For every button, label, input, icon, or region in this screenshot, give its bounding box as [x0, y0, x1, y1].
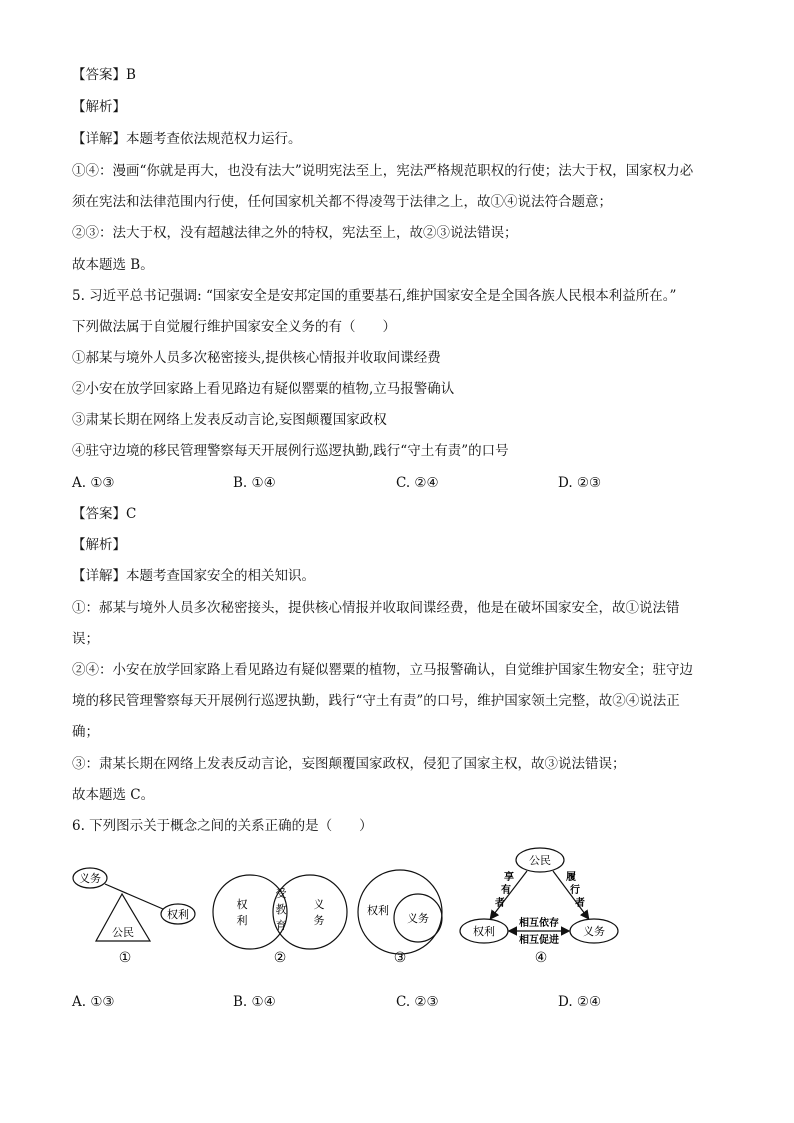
- q5-option-c: C. ②④: [396, 475, 439, 491]
- q5-stem-line1: 5. 习近平总书记强调: “国家安全是安邦定国的重要基石,维护国家安全是全国各族人民根本利益所在。”: [72, 288, 677, 304]
- q5-expl-2-line2: 境的移民管理警察每天开展例行巡逻执勤，践行“守土有责”的口号，维护国家领土完整，故②④说法正: [72, 693, 680, 709]
- q5-expl-1-line2: 误；: [72, 631, 99, 647]
- diagram3-right-label: 权利: [367, 904, 389, 917]
- q5-detail: 【详解】本题考查国家安全的相关知识。: [72, 568, 315, 584]
- diagram4-enjoy-char3: 者: [495, 898, 505, 909]
- diagram2-edu-char2: 教: [275, 903, 287, 916]
- diagram1-duty-label: 义务: [79, 872, 101, 885]
- diagram4-perform-char3: 者: [575, 898, 585, 909]
- q5-stem-line2: 下列做法属于自觉履行维护国家安全义务的有（ ）: [72, 319, 396, 335]
- q5-conclusion: 故本题选 C。: [72, 787, 155, 803]
- diagram-2-venn: [213, 875, 347, 966]
- diagram-4-relations: [460, 848, 618, 966]
- q5-expl-2-line1: ②④：小安在放学回家路上看见路边有疑似罂粟的植物，立马报警确认，自觉维护国家生物安全；驻守边: [72, 662, 693, 678]
- q6-option-a: A. ①③: [72, 994, 115, 1010]
- q4-analysis-label: 【解析】: [72, 99, 126, 115]
- diagram2-duty-char1: 义: [313, 898, 325, 911]
- q5-item-1: ①郝某与境外人员多次秘密接头,提供核心情报并收取间谍经费: [72, 350, 441, 366]
- q6-option-b: B. ①④: [233, 994, 276, 1010]
- q6-diagrams: [0, 840, 794, 970]
- q5-analysis-label: 【解析】: [72, 537, 126, 553]
- diagram3-duty-label: 义务: [407, 912, 429, 925]
- q5-item-3: ③肃某长期在网络上发表反动言论,妄图颠覆国家政权: [72, 412, 387, 428]
- q5-option-a: A. ①③: [72, 475, 115, 491]
- q4-detail: 【详解】本题考查依法规范权力运行。: [72, 131, 302, 147]
- q6-option-c: C. ②③: [396, 994, 439, 1010]
- diagram4-duty-label: 义务: [583, 925, 605, 938]
- diagram2-edu-char3: 育: [275, 919, 287, 932]
- diagram2-edu-char1: 受: [275, 887, 287, 900]
- q6-stem: 6. 下列图示关于概念之间的关系正确的是（ ）: [72, 818, 373, 834]
- diagram2-right-char2: 利: [236, 914, 248, 927]
- q5-expl-3: ③：肃某长期在网络上发表反动言论，妄图颠覆国家政权，侵犯了国家主权，故③说法错误；: [72, 756, 626, 772]
- diagram4-mutual-label2: 相互促进: [519, 935, 559, 946]
- q4-para1-line2: 须在宪法和法律范围内行使，任何国家机关都不得凌驾于法律之上，故①④说法符合题意；: [72, 194, 612, 210]
- q5-expl-1-line1: ①：郝某与境外人员多次秘密接头，提供核心情报并收取间谍经费，他是在破坏国家安全，故①说法错: [72, 600, 680, 616]
- diagram4-mutual-label1: 相互依存: [519, 918, 559, 929]
- q4-answer: 【答案】B: [72, 67, 136, 83]
- q6-option-d: D. ②④: [558, 994, 602, 1010]
- diagram4-enjoy-char2: 有: [501, 885, 511, 896]
- diagram1-right-label: 权利: [167, 908, 189, 921]
- diagram4-citizen-label: 公民: [529, 854, 551, 867]
- diagram1-citizen-label: 公民: [112, 926, 134, 939]
- q4-para1-line1: ①④：漫画“你就是再大，也没有法大”说明宪法至上，宪法严格规范职权的行使；法大于权，国家权力必: [72, 163, 694, 179]
- diagram-3-nested: [358, 870, 442, 966]
- diagram2-number: ②: [273, 950, 287, 966]
- diagram2-right-char1: 权: [236, 898, 248, 911]
- q5-expl-2-line3: 确；: [72, 724, 99, 740]
- diagram4-enjoy-char1: 享: [504, 872, 514, 883]
- diagram1-beam: [105, 884, 163, 909]
- diagram4-number: ④: [534, 950, 548, 966]
- diagram2-duty-char2: 务: [313, 914, 325, 927]
- q5-option-b: B. ①④: [233, 475, 276, 491]
- q4-conclusion: 故本题选 B。: [72, 257, 154, 273]
- diagram-1-seesaw: [73, 868, 195, 966]
- q5-option-d: D. ②③: [558, 475, 602, 491]
- q4-para2: ②③：法大于权，没有超越法律之外的特权，宪法至上，故②③说法错误；: [72, 225, 518, 241]
- diagram4-perform-char1: 履: [566, 872, 576, 883]
- q5-item-4: ④驻守边境的移民管理警察每天开展例行巡逻执勤,践行“守土有责”的口号: [72, 443, 509, 459]
- q5-item-2: ②小安在放学回家路上看见路边有疑似罂粟的植物,立马报警确认: [72, 381, 455, 397]
- q5-answer: 【答案】C: [72, 506, 137, 522]
- diagram1-number: ①: [118, 950, 132, 966]
- diagram4-perform-char2: 行: [570, 885, 580, 896]
- diagram3-number: ③: [393, 950, 407, 966]
- diagram4-right-label: 权利: [473, 925, 495, 938]
